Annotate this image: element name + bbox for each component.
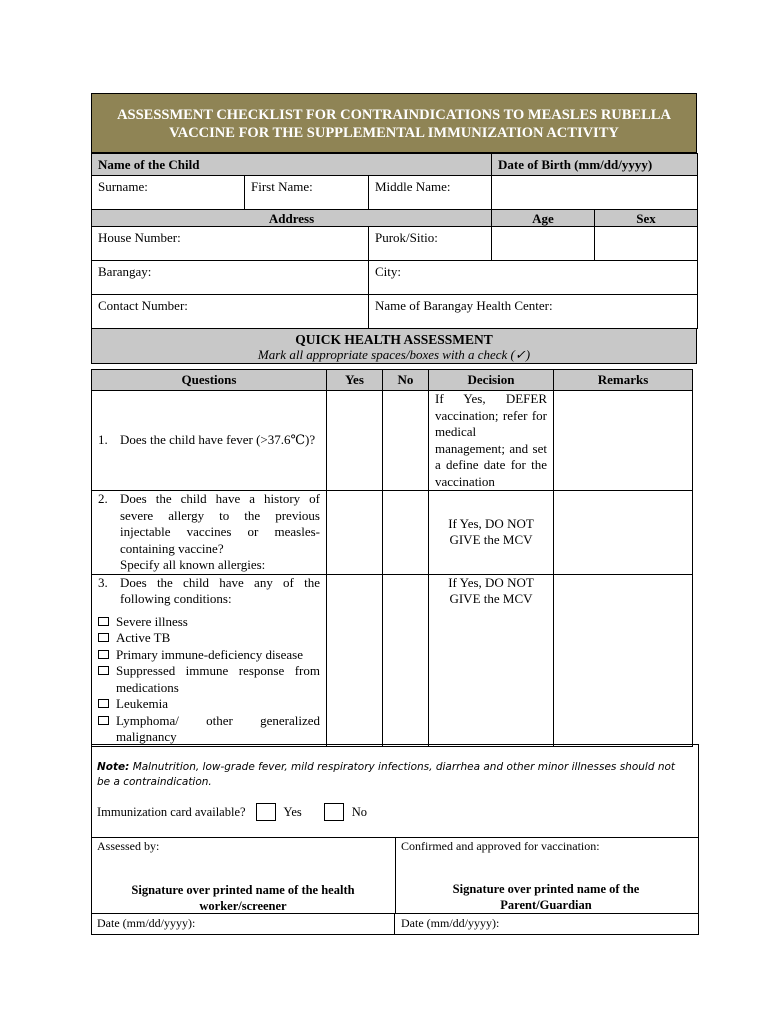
question-3-no-cell[interactable] xyxy=(383,574,429,746)
question-1 xyxy=(92,391,327,491)
checkbox-icon[interactable] xyxy=(98,633,109,642)
condition-label: Leukemia xyxy=(116,696,168,711)
date-of-birth-field[interactable] xyxy=(492,176,698,210)
condition-label: Severe illness xyxy=(116,613,188,629)
question-1-text: Does the child have fever (>37.6℃)? xyxy=(120,432,316,448)
surname-label: Surname: xyxy=(98,179,148,194)
condition-item[interactable] xyxy=(98,614,320,631)
assessed-by-label: Assessed by: xyxy=(97,839,160,853)
question-1-yes-cell[interactable] xyxy=(327,391,383,491)
condition-label: Primary immune-deficiency disease xyxy=(116,646,303,662)
question-1-number: 1. xyxy=(98,432,108,448)
city-field[interactable] xyxy=(369,261,698,295)
card-no-label: No xyxy=(351,804,368,819)
question-1-decision: If Yes, DEFER vaccination; refer for medical management; and set a define date for the vaccination xyxy=(429,391,554,491)
barangay-field[interactable] xyxy=(92,261,369,295)
question-2-allergies-label: Specify all known allergies: xyxy=(120,557,266,572)
parent-date-field[interactable] xyxy=(395,914,698,935)
checkbox-icon[interactable] xyxy=(98,716,109,725)
question-row-3 xyxy=(92,574,693,746)
quick-health-assessment-banner xyxy=(91,328,697,364)
checkbox-icon[interactable] xyxy=(98,699,109,708)
question-3-yes-cell[interactable] xyxy=(327,574,383,746)
sex-header: Sex xyxy=(595,210,698,227)
question-1-remarks-cell[interactable] xyxy=(554,391,693,491)
immunization-card-row xyxy=(97,803,367,821)
question-row-2 xyxy=(92,491,693,575)
decision-column-header: Decision xyxy=(429,370,554,391)
question-2-decision: If Yes, DO NOT GIVE the MCV xyxy=(429,491,554,575)
contact-number-label: Contact Number: xyxy=(98,298,188,313)
note-text: Malnutrition, low-grade fever, mild respiratory infections, diarrhea and other minor illnesses should not be a contraindication. xyxy=(97,761,676,788)
parent-date-label: Date (mm/dd/yyyy): xyxy=(401,916,500,930)
house-number-field[interactable] xyxy=(92,227,369,261)
question-2-remarks-cell[interactable] xyxy=(554,491,693,575)
question-2-yes-cell[interactable] xyxy=(327,491,383,575)
question-row-1 xyxy=(92,391,693,491)
age-header: Age xyxy=(492,210,595,227)
worker-signature-box[interactable] xyxy=(92,838,396,914)
question-3-remarks-cell[interactable] xyxy=(554,574,693,746)
health-center-field[interactable] xyxy=(369,295,698,329)
question-1-no-cell[interactable] xyxy=(383,391,429,491)
form-title xyxy=(91,93,697,153)
card-yes-label: Yes xyxy=(283,804,302,819)
question-2-no-cell[interactable] xyxy=(383,491,429,575)
checkbox-icon[interactable] xyxy=(98,666,109,675)
yes-column-header: Yes xyxy=(327,370,383,391)
surname-field[interactable] xyxy=(92,176,245,210)
name-of-child-header: Name of the Child xyxy=(92,154,492,176)
form-title-line1: ASSESSMENT CHECKLIST FOR CONTRAINDICATIONS TO MEASLES RUBELLA xyxy=(117,107,671,123)
question-3-text: Does the child have any of the following conditions: xyxy=(120,574,320,606)
question-3-number: 3. xyxy=(98,574,108,590)
assessment-table xyxy=(91,369,693,747)
question-3-decision: If Yes, DO NOT GIVE the MCV xyxy=(429,574,554,746)
question-2-text: Does the child have a history of severe allergy to the previous injectable vaccines or measles-containing vaccine? xyxy=(120,491,320,556)
first-name-label: First Name: xyxy=(251,179,313,194)
address-header: Address xyxy=(92,210,492,227)
note-block xyxy=(97,760,687,790)
note-label: Note: xyxy=(97,761,130,773)
note-and-signature-section xyxy=(91,744,699,935)
immunization-card-label: Immunization card available? xyxy=(97,804,246,819)
age-field[interactable] xyxy=(492,227,595,261)
questions-column-header: Questions xyxy=(92,370,327,391)
question-3 xyxy=(92,574,327,746)
card-yes-checkbox[interactable] xyxy=(256,803,276,821)
remarks-column-header: Remarks xyxy=(554,370,693,391)
question-2 xyxy=(92,491,327,575)
barangay-label: Barangay: xyxy=(98,264,152,279)
condition-label: Active TB xyxy=(116,630,171,645)
house-number-label: House Number: xyxy=(98,230,181,245)
city-label: City: xyxy=(375,264,402,279)
middle-name-field[interactable] xyxy=(369,176,492,210)
condition-item[interactable] xyxy=(98,663,320,696)
worker-date-label: Date (mm/dd/yyyy): xyxy=(97,916,196,930)
worker-signature-label: Signature over printed name of the health worker/screener xyxy=(131,883,355,913)
condition-item[interactable] xyxy=(98,696,320,713)
condition-item[interactable] xyxy=(98,630,320,647)
contact-number-field[interactable] xyxy=(92,295,369,329)
condition-item[interactable] xyxy=(98,713,320,746)
assessment-instruction: Mark all appropriate spaces/boxes with a check (✓) xyxy=(257,347,531,362)
middle-name-label: Middle Name: xyxy=(375,179,451,194)
assessment-header: QUICK HEALTH ASSESSMENT xyxy=(295,332,493,347)
no-column-header: No xyxy=(383,370,429,391)
checkbox-icon[interactable] xyxy=(98,617,109,626)
child-info-table xyxy=(91,153,698,329)
checkbox-icon[interactable] xyxy=(98,650,109,659)
condition-label: Suppressed immune response from medications xyxy=(116,663,320,695)
parent-signature-box[interactable] xyxy=(395,838,698,914)
question-2-number: 2. xyxy=(98,491,108,506)
worker-date-field[interactable] xyxy=(92,914,395,935)
first-name-field[interactable] xyxy=(245,176,369,210)
purok-field[interactable] xyxy=(369,227,492,261)
purok-label: Purok/Sitio: xyxy=(375,230,438,245)
date-row xyxy=(92,913,698,935)
date-of-birth-header: Date of Birth (mm/dd/yyyy) xyxy=(492,154,698,176)
signature-row xyxy=(92,837,698,914)
condition-item[interactable] xyxy=(98,647,320,664)
condition-label: Lymphoma/ other generalized malignancy xyxy=(116,712,320,744)
confirmed-label: Confirmed and approved for vaccination: xyxy=(401,839,600,853)
health-center-label: Name of Barangay Health Center: xyxy=(375,298,553,313)
form-title-line2: VACCINE FOR THE SUPPLEMENTAL IMMUNIZATION ACTIVITY xyxy=(169,125,619,141)
sex-field[interactable] xyxy=(595,227,698,261)
parent-signature-label: Signature over printed name of the Parent/Guardian xyxy=(452,882,640,912)
card-no-checkbox[interactable] xyxy=(324,803,344,821)
